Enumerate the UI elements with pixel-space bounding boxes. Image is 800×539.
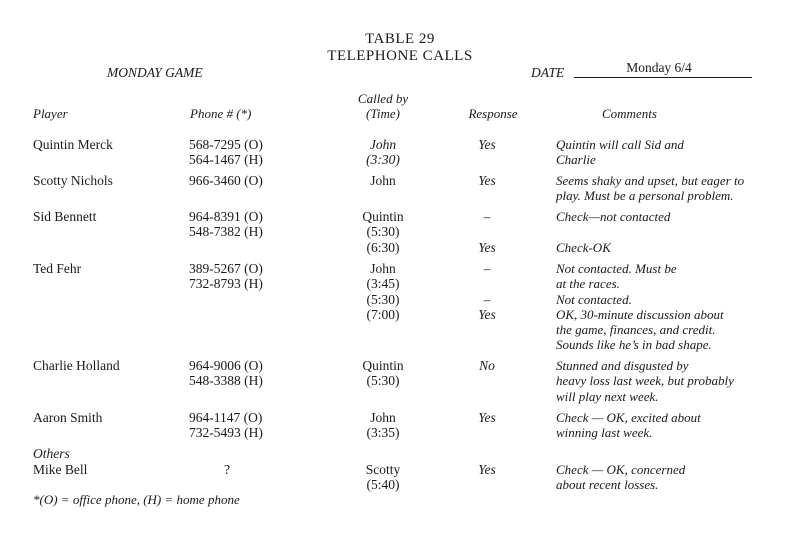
comment-line: Not contacted.	[556, 291, 632, 307]
phone-numbers	[189, 358, 263, 389]
comment-line: play. Must be a personal problem.	[556, 188, 734, 204]
caller: Scotty	[365, 462, 401, 477]
called-by	[340, 410, 426, 441]
caller: John	[370, 410, 396, 425]
comment-line: Check—not contacted	[556, 209, 671, 224]
comments	[556, 173, 744, 204]
comment-line: winning last week.	[556, 425, 653, 441]
response	[455, 209, 519, 255]
comments	[556, 462, 685, 493]
header-response: Response	[468, 106, 518, 121]
phone-numbers	[189, 209, 263, 240]
comments	[556, 209, 670, 255]
call-time: (3:35)	[366, 425, 400, 441]
comment-line: Stunned and disgusted by	[556, 358, 689, 373]
player-name: Scotty Nichols	[33, 173, 113, 188]
table-title: TELEPHONE CALLS	[327, 48, 473, 64]
phone-number: 389-5267 (O)	[189, 261, 263, 276]
table-number: TABLE 29	[365, 31, 435, 47]
comment-line: Seems shaky and upset, but eager to	[556, 173, 745, 188]
response-value: Yes	[478, 306, 496, 322]
date-label: DATE	[531, 65, 565, 80]
comment-line: at the races.	[556, 276, 620, 292]
call-time: (5:30)	[366, 373, 400, 389]
player-name: Charlie Holland	[33, 358, 120, 373]
call-time: (5:30)	[366, 291, 400, 307]
comments	[556, 261, 724, 353]
comment-line: Quintin will call Sid and	[556, 137, 684, 152]
header-called-time: (Time)	[366, 106, 400, 121]
call-time: (6:30)	[366, 239, 400, 255]
comments	[556, 358, 734, 404]
comment-line: the game, finances, and credit.	[556, 322, 716, 338]
comment-line: Not contacted. Must be	[556, 261, 677, 276]
response	[455, 261, 519, 322]
phone-number: 966-3460 (O)	[189, 173, 263, 188]
phone-number: 568-7295 (O)	[189, 137, 263, 152]
phone-number: ?	[224, 462, 230, 477]
phone-number: 564-1467 (H)	[189, 152, 263, 168]
called-by	[340, 462, 426, 493]
others-label: Others	[33, 446, 70, 461]
player-name: Quintin Merck	[33, 137, 113, 152]
phone-number: 548-7382 (H)	[189, 224, 263, 240]
header-comments: Comments	[602, 106, 657, 121]
date-underline	[574, 77, 752, 78]
comments	[556, 137, 684, 168]
response: No	[479, 358, 495, 373]
phone-number: 964-8391 (O)	[189, 209, 263, 224]
caller: John	[370, 173, 396, 188]
response: Yes	[478, 462, 496, 477]
header-player: Player	[33, 106, 68, 121]
called-by	[340, 209, 426, 255]
response: Yes	[478, 137, 496, 152]
phone-number: 732-5493 (H)	[189, 425, 263, 441]
player-name: Ted Fehr	[33, 261, 82, 276]
caller: Quintin	[362, 358, 404, 373]
response: Yes	[478, 173, 496, 188]
called-by	[340, 261, 426, 322]
response: Yes	[478, 410, 496, 425]
phone-number: 548-3388 (H)	[189, 373, 263, 389]
phone-numbers	[189, 173, 263, 188]
comments	[556, 410, 701, 441]
response-value: –	[483, 261, 491, 276]
footnote: *(O) = office phone, (H) = home phone	[33, 492, 240, 507]
comment-line: Charlie	[556, 152, 596, 168]
response-value: –	[483, 209, 491, 224]
called-by	[340, 137, 426, 168]
called-by	[340, 173, 426, 188]
player-name: Mike Bell	[33, 462, 88, 477]
comment-line: about recent losses.	[556, 477, 659, 493]
caller: John	[369, 137, 397, 152]
call-time: (3:30)	[366, 152, 400, 168]
caller: Quintin	[362, 209, 404, 224]
player-name: Sid Bennett	[33, 209, 97, 224]
phone-number: 732-8793 (H)	[189, 276, 263, 292]
call-time: (7:00)	[366, 306, 400, 322]
called-by	[340, 358, 426, 389]
call-time: (5:40)	[366, 477, 400, 493]
phone-numbers	[189, 261, 263, 292]
comment-line: Check-OK	[556, 239, 611, 255]
comment-line: Sounds like he’s in bad shape.	[556, 337, 712, 353]
header-phone: Phone # (*)	[190, 106, 252, 121]
response-value: –	[483, 291, 491, 307]
game-label: MONDAY GAME	[107, 65, 203, 80]
player-name: Aaron Smith	[33, 410, 103, 425]
phone-number: 964-9006 (O)	[189, 358, 263, 373]
comment-line: Check — OK, excited about	[556, 410, 701, 425]
response-value: Yes	[478, 239, 496, 255]
header-called-by: Called by	[357, 91, 409, 106]
date-value: Monday 6/4	[626, 60, 692, 75]
call-time: (3:45)	[366, 276, 400, 292]
comment-line: OK, 30-minute discussion about	[556, 306, 724, 322]
phone-numbers	[189, 137, 263, 168]
comment-line: Check — OK, concerned	[556, 462, 686, 477]
caller: John	[370, 261, 396, 276]
comment-line: heavy loss last week, but probably	[556, 373, 734, 389]
comment-line: will play next week.	[556, 388, 659, 404]
phone-number: 964-1147 (O)	[189, 410, 263, 425]
call-time: (5:30)	[366, 224, 400, 240]
phone-numbers	[189, 410, 263, 441]
